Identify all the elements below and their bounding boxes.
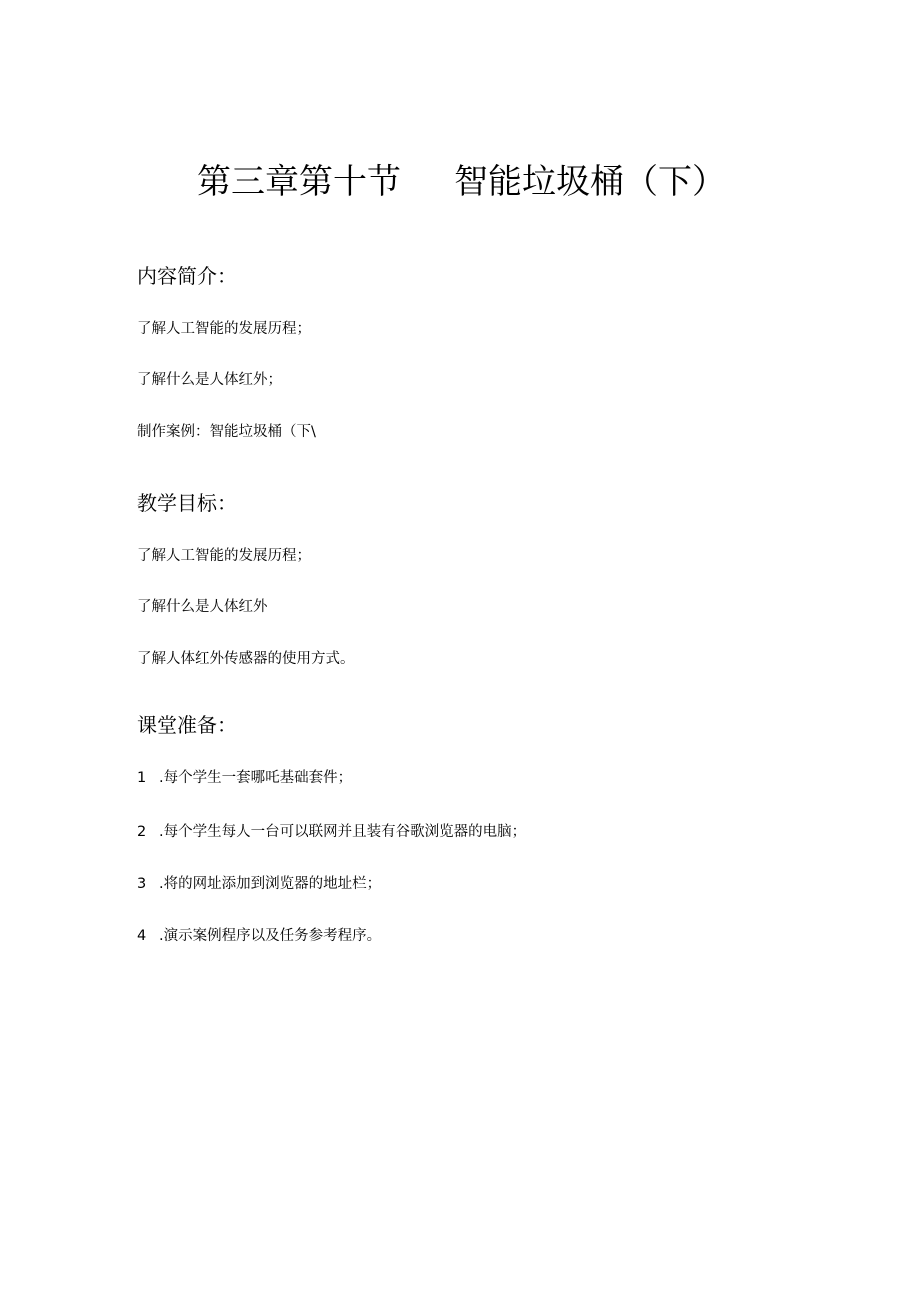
intro-item: 制作案例：智能垃圾桶（下\ <box>137 424 316 440</box>
goals-section <box>137 490 837 516</box>
prep-heading: 课堂准备： <box>137 713 237 737</box>
prep-item-number: 4 <box>137 928 147 944</box>
goals-heading: 教学目标： <box>137 491 237 515</box>
page-title <box>0 160 920 204</box>
goals-item: 了解什么是人体红外 <box>137 599 268 615</box>
prep-item-number: 1 <box>137 770 147 786</box>
prep-item <box>137 875 381 893</box>
intro-section <box>137 263 837 289</box>
prep-item-text: .将的网址添加到浏览器的地址栏； <box>159 876 382 892</box>
prep-item <box>137 927 381 945</box>
prep-item <box>137 769 352 787</box>
prep-item-text: .每个学生一套哪吒基础套件； <box>159 770 353 786</box>
lesson-title: 智能垃圾桶（下） <box>454 162 726 202</box>
prep-item-text: .演示案例程序以及任务参考程序。 <box>159 928 382 944</box>
prep-item <box>137 823 526 841</box>
prep-item-text: .每个学生每人一台可以联网并且装有谷歌浏览器的电脑； <box>159 824 527 840</box>
intro-item: 了解什么是人体红外； <box>137 372 282 388</box>
chapter-label: 第三章第十节 <box>197 162 401 202</box>
prep-item-number: 2 <box>137 824 147 840</box>
intro-item: 了解人工智能的发展历程； <box>137 321 311 337</box>
goals-item: 了解人工智能的发展历程； <box>137 548 311 564</box>
prep-section <box>137 712 837 738</box>
prep-item-number: 3 <box>137 876 147 892</box>
goals-item: 了解人体红外传感器的使用方式。 <box>137 651 355 667</box>
intro-heading: 内容简介： <box>137 264 237 288</box>
